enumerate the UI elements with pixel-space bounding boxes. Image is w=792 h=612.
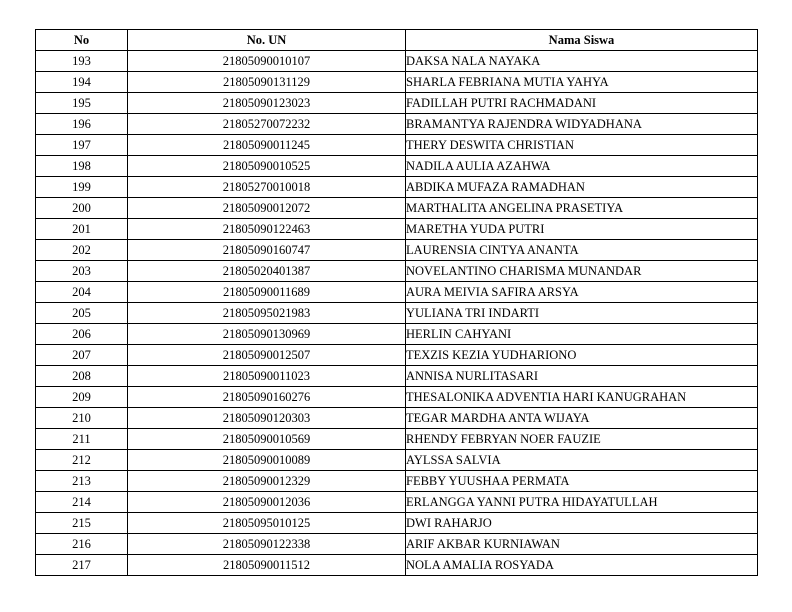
- row-number: 205: [36, 303, 128, 324]
- table-header: [36, 30, 758, 51]
- table-row: [36, 219, 758, 240]
- table-body: [36, 51, 758, 576]
- row-number: 193: [36, 51, 128, 72]
- document-page: [35, 29, 757, 576]
- un-number: 21805090010089: [128, 450, 406, 471]
- table-row: [36, 114, 758, 135]
- student-name: ABDIKA MUFAZA RAMADHAN: [406, 177, 758, 198]
- student-name: ANNISA NURLITASARI: [406, 366, 758, 387]
- un-number: 21805270072232: [128, 114, 406, 135]
- un-number: 21805020401387: [128, 261, 406, 282]
- table-row: [36, 51, 758, 72]
- row-number: 215: [36, 513, 128, 534]
- un-number: 21805095021983: [128, 303, 406, 324]
- student-name: BRAMANTYA RAJENDRA WIDYADHANA: [406, 114, 758, 135]
- student-name: NOVELANTINO CHARISMA MUNANDAR: [406, 261, 758, 282]
- student-name: FADILLAH PUTRI RACHMADANI: [406, 93, 758, 114]
- un-number: 21805090012329: [128, 471, 406, 492]
- student-table: [35, 29, 758, 576]
- header-row: [36, 30, 758, 51]
- un-number: 21805090130969: [128, 324, 406, 345]
- un-number: 21805090123023: [128, 93, 406, 114]
- un-number: 21805090010107: [128, 51, 406, 72]
- row-number: 195: [36, 93, 128, 114]
- student-name: NADILA AULIA AZAHWA: [406, 156, 758, 177]
- table-row: [36, 492, 758, 513]
- table-row: [36, 282, 758, 303]
- un-number: 21805090011689: [128, 282, 406, 303]
- row-number: 211: [36, 429, 128, 450]
- student-name: FEBBY YUUSHAA PERMATA: [406, 471, 758, 492]
- student-name: YULIANA TRI INDARTI: [406, 303, 758, 324]
- row-number: 194: [36, 72, 128, 93]
- table-row: [36, 408, 758, 429]
- student-name: HERLIN CAHYANI: [406, 324, 758, 345]
- student-name: TEXZIS KEZIA YUDHARIONO: [406, 345, 758, 366]
- student-name: THERY DESWITA CHRISTIAN: [406, 135, 758, 156]
- un-number: 21805090122338: [128, 534, 406, 555]
- row-number: 213: [36, 471, 128, 492]
- student-name: TEGAR MARDHA ANTA WIJAYA: [406, 408, 758, 429]
- row-number: 196: [36, 114, 128, 135]
- row-number: 201: [36, 219, 128, 240]
- student-name: ARIF AKBAR KURNIAWAN: [406, 534, 758, 555]
- header-un-number: No. UN: [128, 30, 406, 51]
- row-number: 198: [36, 156, 128, 177]
- un-number: 21805090012507: [128, 345, 406, 366]
- un-number: 21805095010125: [128, 513, 406, 534]
- un-number: 21805090012072: [128, 198, 406, 219]
- table-row: [36, 450, 758, 471]
- un-number: 21805270010018: [128, 177, 406, 198]
- row-number: 202: [36, 240, 128, 261]
- row-number: 209: [36, 387, 128, 408]
- un-number: 21805090010525: [128, 156, 406, 177]
- table-row: [36, 72, 758, 93]
- un-number: 21805090160747: [128, 240, 406, 261]
- student-name: RHENDY FEBRYAN NOER FAUZIE: [406, 429, 758, 450]
- un-number: 21805090011245: [128, 135, 406, 156]
- student-name: LAURENSIA CINTYA ANANTA: [406, 240, 758, 261]
- table-row: [36, 303, 758, 324]
- table-row: [36, 429, 758, 450]
- student-name: SHARLA FEBRIANA MUTIA YAHYA: [406, 72, 758, 93]
- row-number: 214: [36, 492, 128, 513]
- table-row: [36, 471, 758, 492]
- row-number: 217: [36, 555, 128, 576]
- student-name: ERLANGGA YANNI PUTRA HIDAYATULLAH: [406, 492, 758, 513]
- row-number: 199: [36, 177, 128, 198]
- table-row: [36, 324, 758, 345]
- table-row: [36, 555, 758, 576]
- row-number: 204: [36, 282, 128, 303]
- un-number: 21805090122463: [128, 219, 406, 240]
- header-no: No: [36, 30, 128, 51]
- header-student-name: Nama Siswa: [406, 30, 758, 51]
- un-number: 21805090160276: [128, 387, 406, 408]
- student-name: DWI RAHARJO: [406, 513, 758, 534]
- table-row: [36, 156, 758, 177]
- row-number: 212: [36, 450, 128, 471]
- row-number: 210: [36, 408, 128, 429]
- un-number: 21805090011512: [128, 555, 406, 576]
- student-name: NOLA AMALIA ROSYADA: [406, 555, 758, 576]
- table-row: [36, 177, 758, 198]
- un-number: 21805090010569: [128, 429, 406, 450]
- table-row: [36, 198, 758, 219]
- table-row: [36, 93, 758, 114]
- student-name: DAKSA NALA NAYAKA: [406, 51, 758, 72]
- table-row: [36, 513, 758, 534]
- row-number: 208: [36, 366, 128, 387]
- un-number: 21805090012036: [128, 492, 406, 513]
- row-number: 200: [36, 198, 128, 219]
- table-row: [36, 261, 758, 282]
- table-row: [36, 387, 758, 408]
- un-number: 21805090011023: [128, 366, 406, 387]
- row-number: 206: [36, 324, 128, 345]
- student-name: AYLSSA SALVIA: [406, 450, 758, 471]
- un-number: 21805090120303: [128, 408, 406, 429]
- student-name: MARTHALITA ANGELINA PRASETIYA: [406, 198, 758, 219]
- student-name: MARETHA YUDA PUTRI: [406, 219, 758, 240]
- table-row: [36, 345, 758, 366]
- row-number: 203: [36, 261, 128, 282]
- student-name: AURA MEIVIA SAFIRA ARSYA: [406, 282, 758, 303]
- row-number: 197: [36, 135, 128, 156]
- un-number: 21805090131129: [128, 72, 406, 93]
- table-row: [36, 135, 758, 156]
- row-number: 207: [36, 345, 128, 366]
- table-row: [36, 534, 758, 555]
- table-row: [36, 366, 758, 387]
- row-number: 216: [36, 534, 128, 555]
- student-name: THESALONIKA ADVENTIA HARI KANUGRAHAN: [406, 387, 758, 408]
- table-row: [36, 240, 758, 261]
